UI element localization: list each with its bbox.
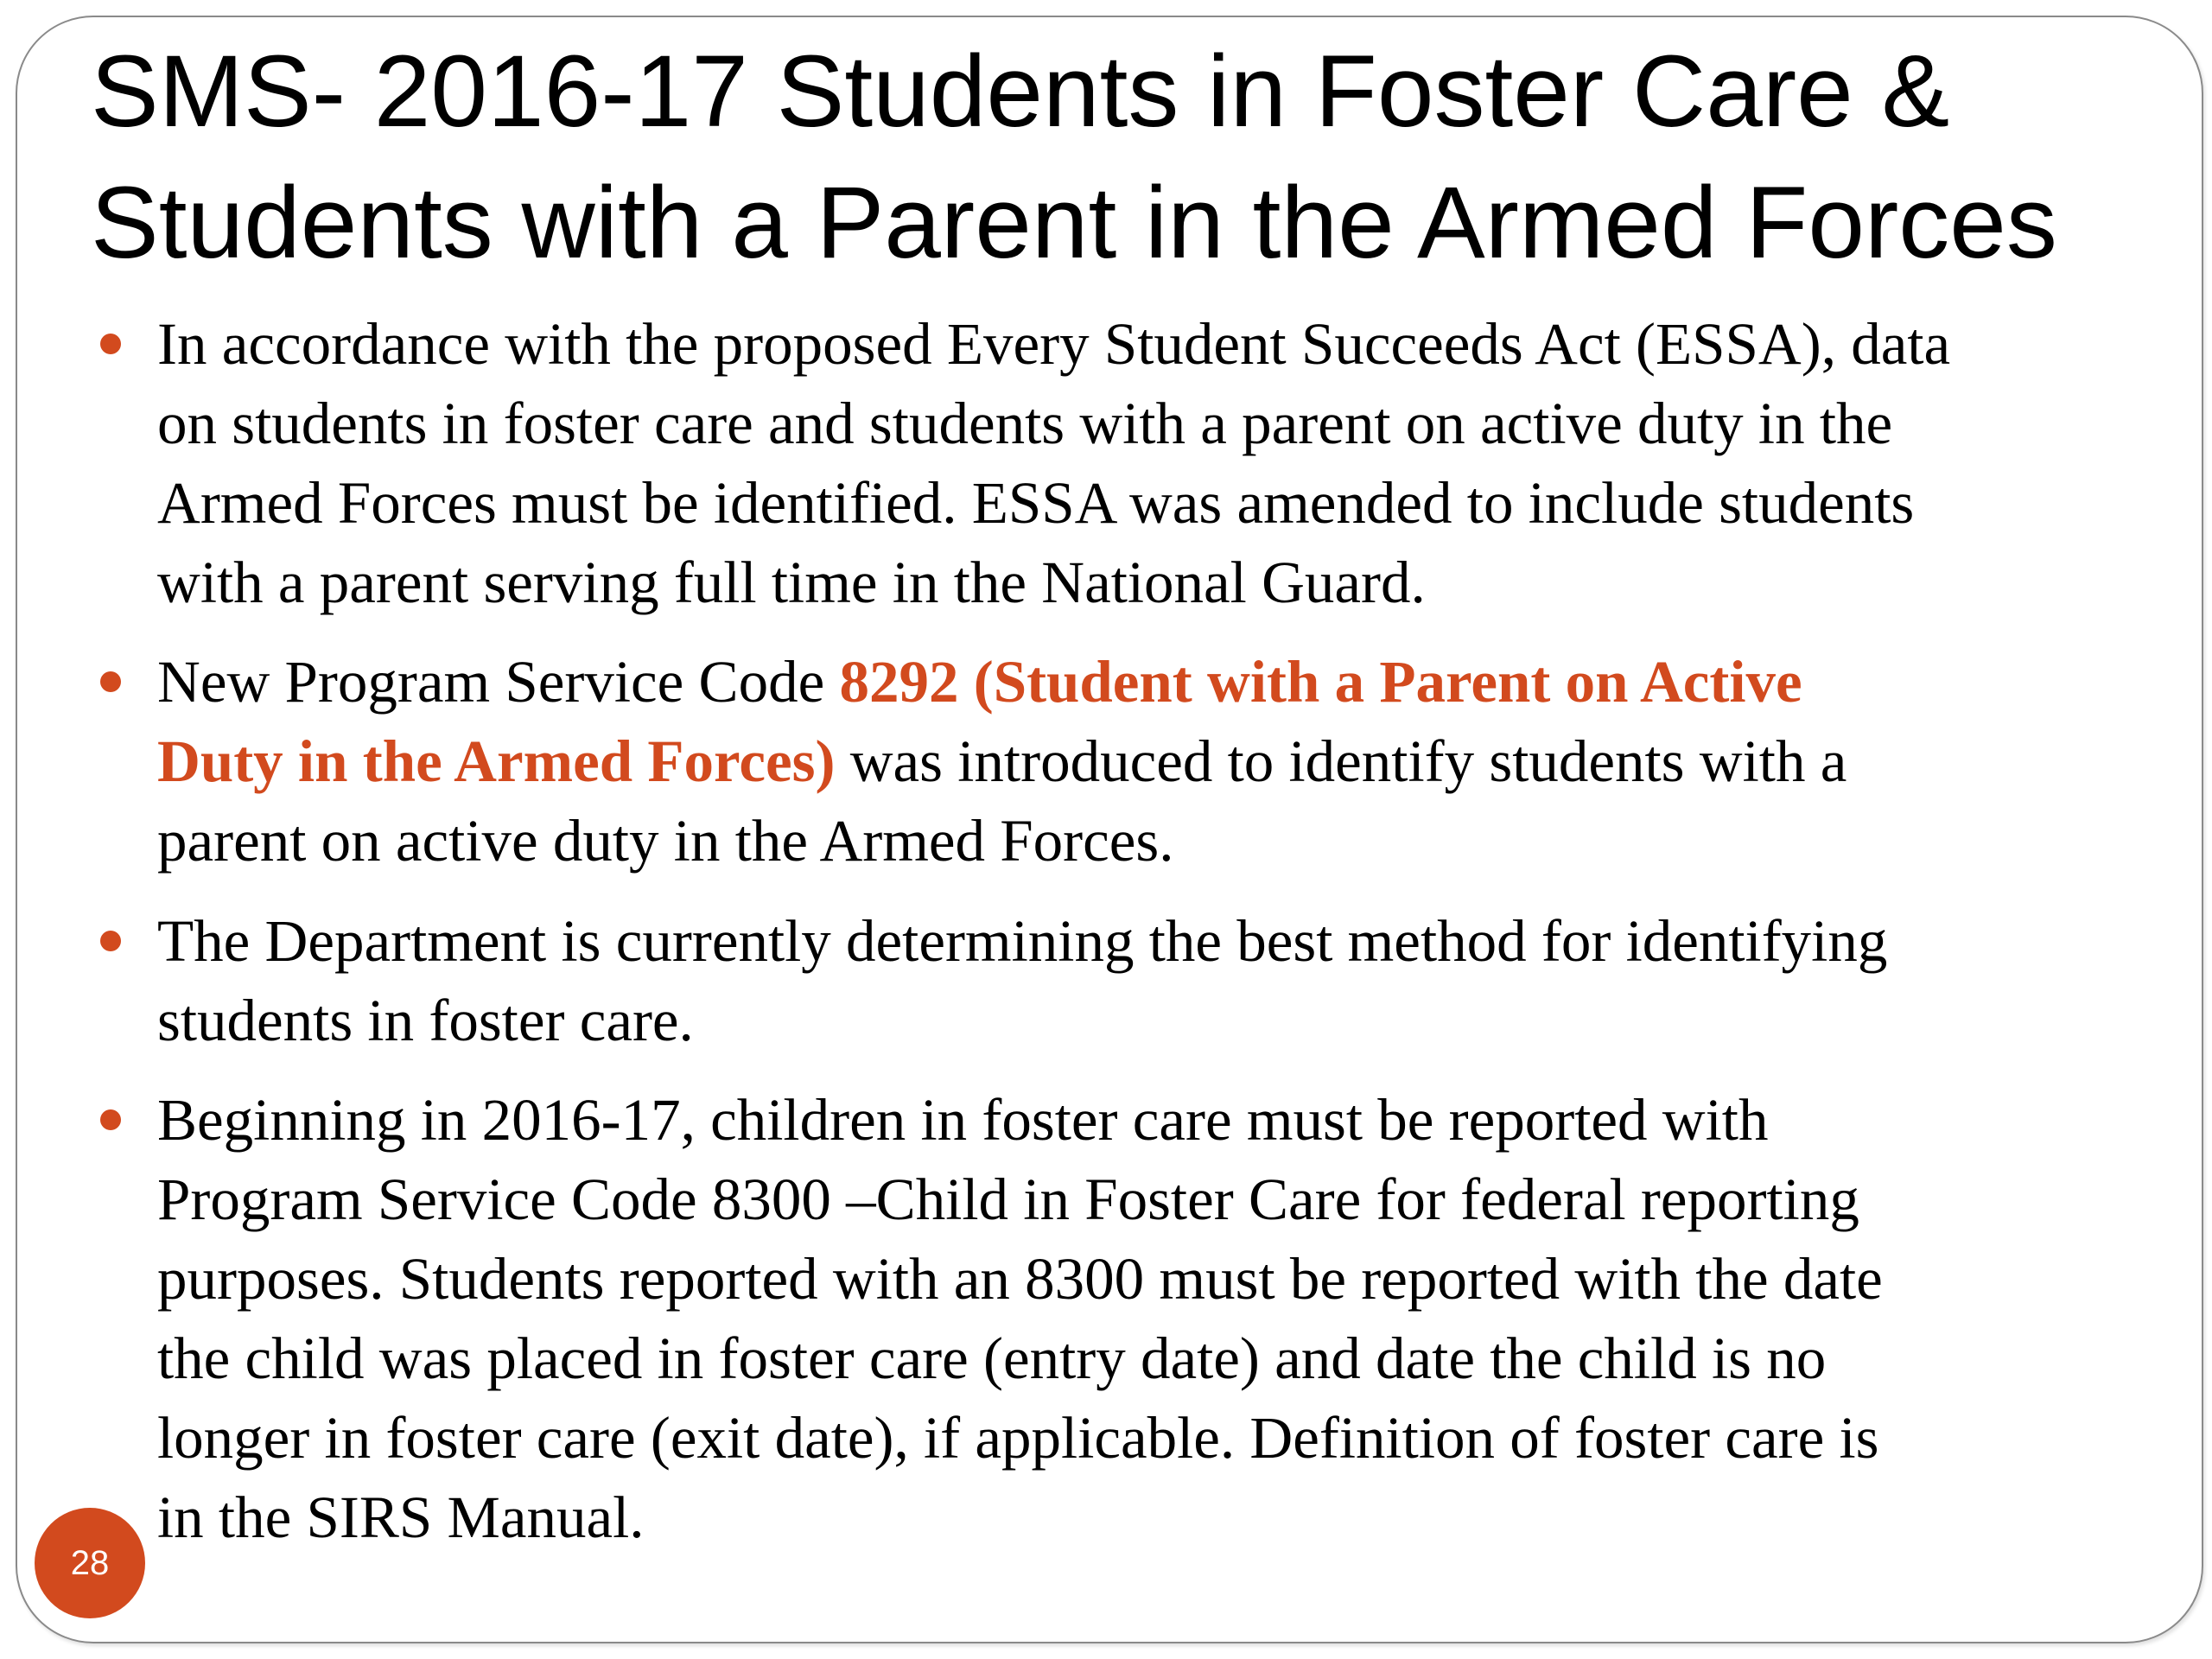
bullet-item-department — [157, 901, 2171, 1060]
bullet-dot-icon — [100, 334, 121, 354]
bullet-line: Program Service Code 8300 –Child in Foster Care for federal reporting — [157, 1166, 1859, 1232]
bullet-line: parent on active duty in the Armed Forces. — [157, 808, 1174, 874]
bullet-dot-icon — [100, 931, 121, 951]
code-8292-highlight: 8292 (Student with a Parent on Active — [839, 649, 1802, 715]
code-8292-description: was introduced to identify students with a — [835, 728, 1847, 794]
page-number-badge: 28 — [35, 1508, 145, 1618]
bullet-dot-icon — [100, 1109, 121, 1130]
bullet-line: In accordance with the proposed Every Student Succeeds Act (ESSA), data — [157, 311, 1951, 377]
title-line-1: SMS- 2016-17 Students in Foster Care & — [91, 35, 1950, 149]
bullet-item-foster-care — [157, 1080, 2171, 1557]
code-intro-text: New Program Service Code — [157, 649, 840, 715]
bullet-dot-icon — [100, 671, 121, 692]
title-line-2: Students with a Parent in the Armed Forces — [91, 166, 2057, 280]
bullet-line — [157, 642, 2171, 721]
bullet-line: with a parent serving full time in the National Guard. — [157, 550, 1426, 615]
bullet-line: in the SIRS Manual. — [157, 1484, 645, 1550]
bullet-line: purposes. Students reported with an 8300 must be reported with the date — [157, 1246, 1883, 1312]
slide-title — [91, 26, 2164, 289]
bullet-item-essa — [157, 304, 2171, 622]
code-8292-highlight-cont: Duty in the Armed Forces) — [157, 728, 836, 794]
bullet-line: on students in foster care and students with a parent on active duty in the — [157, 391, 1893, 456]
bullet-line: longer in foster care (exit date), if applicable. Definition of foster care is — [157, 1405, 1879, 1471]
bullet-line: Armed Forces must be identified. ESSA was amended to include students — [157, 470, 1915, 536]
bullet-line: the child was placed in foster care (entry date) and date the child is no — [157, 1325, 1827, 1391]
bullet-line: The Department is currently determining the best method for identifying — [157, 908, 1888, 974]
bullet-line: students in foster care. — [157, 988, 694, 1053]
bullet-item-code-8292 — [157, 642, 2171, 880]
bullet-line: Beginning in 2016-17, children in foster care must be reported with — [157, 1087, 1769, 1153]
bullet-line — [157, 721, 2171, 801]
